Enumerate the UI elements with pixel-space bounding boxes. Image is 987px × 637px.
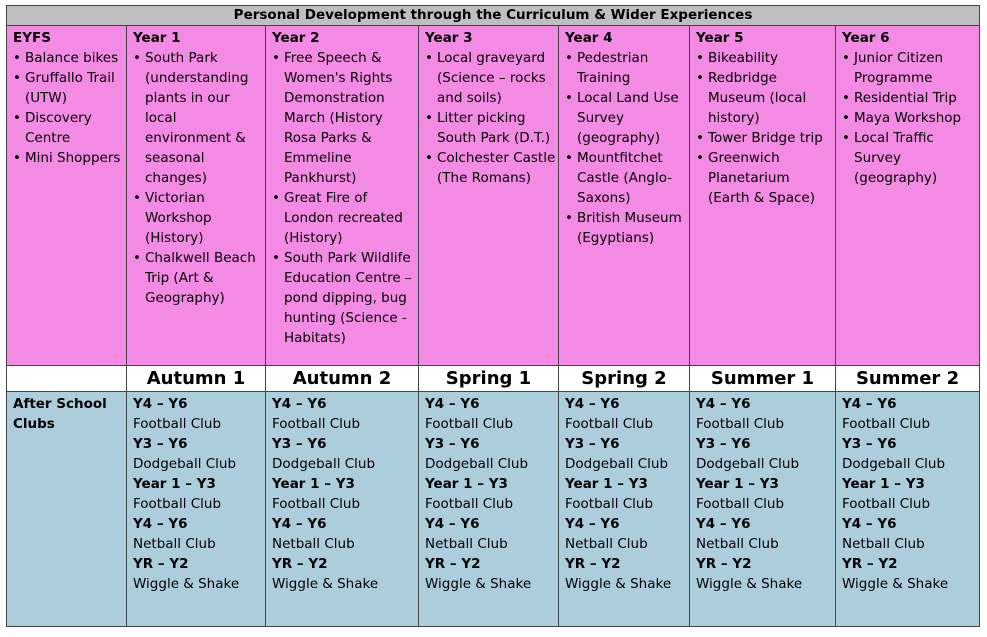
club-age-range: Y3 – Y6 [696, 436, 751, 452]
year-cell [559, 26, 690, 366]
year-heading: Year 6 [842, 30, 890, 46]
club-age-range: Year 1 – Y3 [696, 476, 779, 492]
experience-item: • Great Fire of London recreated (History) [272, 188, 418, 248]
experience-item: • Victorian Workshop (History) [133, 188, 265, 248]
club-age-range: Y4 – Y6 [842, 516, 897, 532]
experience-item: • Colchester Castle (The Romans) [425, 148, 558, 188]
club-name: Wiggle & Shake [565, 576, 672, 592]
club-name: Wiggle & Shake [272, 576, 379, 592]
club-age-range: Y4 – Y6 [696, 516, 751, 532]
term-clubs-cell [127, 392, 266, 627]
experience-item: • Bikeability [696, 48, 835, 68]
club-name: Football Club [696, 416, 785, 432]
club-name: Football Club [425, 416, 514, 432]
club-name: Football Club [696, 496, 785, 512]
club-age-range: Y4 – Y6 [272, 396, 327, 412]
club-age-range: Y4 – Y6 [425, 516, 480, 532]
term-clubs-cell [690, 392, 836, 627]
club-name: Football Club [842, 416, 931, 432]
term-clubs-cell [266, 392, 419, 627]
club-name: Football Club [842, 496, 931, 512]
club-age-range: Y4 – Y6 [696, 396, 751, 412]
experience-item: • Junior Citizen Programme [842, 48, 979, 88]
year-heading: EYFS [13, 30, 51, 46]
club-age-range: Y3 – Y6 [565, 436, 620, 452]
club-age-range: Y3 – Y6 [272, 436, 327, 452]
club-age-range: Y3 – Y6 [425, 436, 480, 452]
club-name: Dodgeball Club [425, 456, 529, 472]
experience-item: • Local graveyard (Science – rocks and soils) [425, 48, 558, 108]
club-age-range: YR – Y2 [696, 556, 752, 572]
experience-item: • Litter picking South Park (D.T.) [425, 108, 558, 148]
year-heading: Year 4 [565, 30, 613, 46]
experience-item: • South Park (understanding plants in our local environment & seasonal changes) [133, 48, 265, 188]
club-name: Football Club [272, 416, 361, 432]
club-age-range: Year 1 – Y3 [272, 476, 355, 492]
club-age-range: YR – Y2 [842, 556, 898, 572]
year-heading: Year 2 [272, 30, 320, 46]
club-name: Football Club [133, 496, 222, 512]
experience-item: • Chalkwell Beach Trip (Art & Geography) [133, 248, 265, 308]
experience-list [272, 48, 418, 348]
club-age-range: Y3 – Y6 [133, 436, 188, 452]
experience-item: • Mini Shoppers [13, 148, 126, 168]
club-age-range: YR – Y2 [565, 556, 621, 572]
club-age-range: Y3 – Y6 [842, 436, 897, 452]
experience-item: • Discovery Centre [13, 108, 126, 148]
year-cell [419, 26, 559, 366]
club-age-range: Year 1 – Y3 [565, 476, 648, 492]
year-heading: Year 5 [696, 30, 744, 46]
experience-item: • Local Traffic Survey (geography) [842, 128, 979, 188]
curriculum-table [6, 5, 980, 627]
club-name: Dodgeball Club [565, 456, 669, 472]
experience-item: • Residential Trip [842, 88, 979, 108]
club-name: Football Club [565, 496, 654, 512]
experience-list [565, 48, 689, 248]
club-age-range: YR – Y2 [272, 556, 328, 572]
table-title: Personal Development through the Curriculum & Wider Experiences [7, 6, 980, 26]
experience-item: • South Park Wildlife Education Centre – pond dipping, bug hunting (Science - Habitats) [272, 248, 418, 348]
year-cell [7, 26, 127, 366]
experience-list [842, 48, 979, 188]
club-age-range: Y4 – Y6 [425, 396, 480, 412]
year-cell [127, 26, 266, 366]
year-cell [266, 26, 419, 366]
club-age-range: Y4 – Y6 [133, 396, 188, 412]
experience-item: • Maya Workshop [842, 108, 979, 128]
term-clubs-cell [836, 392, 980, 627]
year-heading: Year 1 [133, 30, 181, 46]
club-name: Football Club [133, 416, 222, 432]
experience-item: • Mountfitchet Castle (Anglo-Saxons) [565, 148, 689, 208]
year-cell [836, 26, 980, 366]
club-age-range: Y4 – Y6 [565, 396, 620, 412]
term-blank-cell [7, 366, 127, 392]
club-name: Netball Club [272, 536, 355, 552]
experience-item: • Redbridge Museum (local history) [696, 68, 835, 128]
year-heading: Year 3 [425, 30, 473, 46]
experience-list [425, 48, 558, 188]
term-heading: Summer 2 [836, 366, 980, 392]
club-name: Netball Club [133, 536, 216, 552]
club-name: Dodgeball Club [842, 456, 946, 472]
experience-list [13, 48, 126, 168]
club-name: Netball Club [565, 536, 648, 552]
club-name: Netball Club [842, 536, 925, 552]
experience-item: • Free Speech & Women's Rights Demonstration March (History Rosa Parks & Emmeline Pankhurst) [272, 48, 418, 188]
club-age-range: Y4 – Y6 [842, 396, 897, 412]
club-name: Netball Club [696, 536, 779, 552]
club-age-range: YR – Y2 [425, 556, 481, 572]
club-age-range: Y4 – Y6 [272, 516, 327, 532]
club-name: Dodgeball Club [696, 456, 800, 472]
experience-list [696, 48, 835, 208]
after-school-clubs-label: After School Clubs [7, 392, 127, 627]
club-name: Netball Club [425, 536, 508, 552]
experience-item: • Gruffallo Trail (UTW) [13, 68, 126, 108]
experience-item: • Local Land Use Survey (geography) [565, 88, 689, 148]
experience-item: • Tower Bridge trip [696, 128, 835, 148]
term-heading: Autumn 2 [266, 366, 419, 392]
term-heading: Spring 2 [559, 366, 690, 392]
club-name: Wiggle & Shake [842, 576, 949, 592]
club-age-range: YR – Y2 [133, 556, 189, 572]
term-clubs-cell [559, 392, 690, 627]
club-age-range: Year 1 – Y3 [133, 476, 216, 492]
curriculum-document [6, 5, 979, 627]
term-heading: Spring 1 [419, 366, 559, 392]
club-age-range: Y4 – Y6 [565, 516, 620, 532]
club-name: Dodgeball Club [272, 456, 376, 472]
club-name: Wiggle & Shake [425, 576, 532, 592]
term-heading: Summer 1 [690, 366, 836, 392]
club-name: Wiggle & Shake [696, 576, 803, 592]
club-name: Wiggle & Shake [133, 576, 240, 592]
club-age-range: Year 1 – Y3 [842, 476, 925, 492]
club-name: Football Club [272, 496, 361, 512]
experience-item: • Balance bikes [13, 48, 126, 68]
club-age-range: Y4 – Y6 [133, 516, 188, 532]
experience-item: • Greenwich Planetarium (Earth & Space) [696, 148, 835, 208]
club-name: Football Club [565, 416, 654, 432]
term-heading: Autumn 1 [127, 366, 266, 392]
club-age-range: Year 1 – Y3 [425, 476, 508, 492]
term-clubs-cell [419, 392, 559, 627]
experience-list [133, 48, 265, 308]
experience-item: • Pedestrian Training [565, 48, 689, 88]
year-cell [690, 26, 836, 366]
club-name: Football Club [425, 496, 514, 512]
experience-item: • British Museum (Egyptians) [565, 208, 689, 248]
club-name: Dodgeball Club [133, 456, 237, 472]
